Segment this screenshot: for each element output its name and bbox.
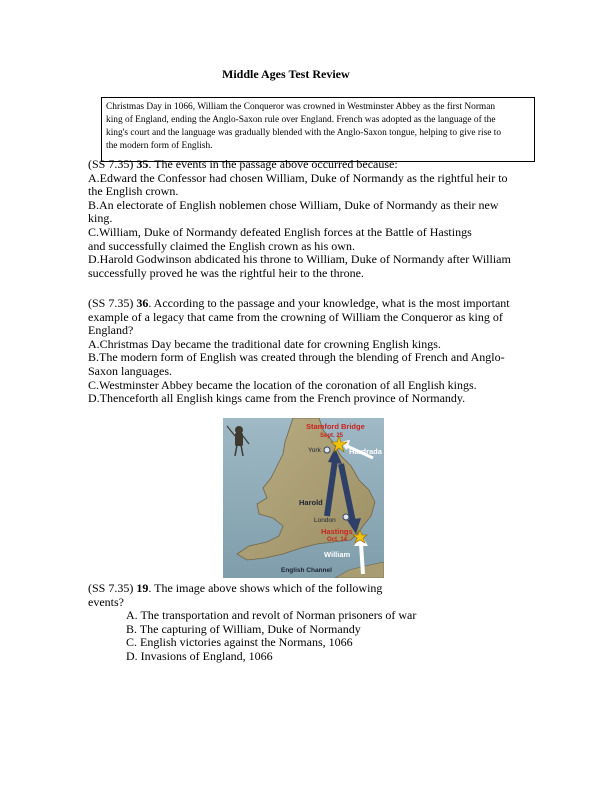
- passage-box: [101, 97, 535, 162]
- map-label-william: William: [324, 550, 351, 559]
- question-number: 35: [136, 157, 149, 171]
- answer-option: D.Harold Godwinson abdicated his throne to William, Duke of Normandy after William: [88, 252, 511, 267]
- question-text: . According to the passage and your knowledge, what is the most important: [148, 296, 510, 310]
- answer-option: C.William, Duke of Normandy defeated English forces at the Battle of Hastings: [88, 224, 472, 239]
- map-label-channel: English Channel: [281, 567, 332, 574]
- question-text: . The image above shows which of the following: [148, 581, 383, 595]
- answer-option: Saxon languages.: [88, 363, 172, 378]
- question-number: 19: [136, 581, 149, 595]
- answer-option: and successfully claimed the English crown as his own.: [88, 238, 355, 253]
- answer-option: A.Edward the Confessor had chosen William, Duke of Normandy as the rightful heir to: [88, 170, 508, 185]
- question-prefix: (SS 7.35): [88, 581, 137, 595]
- question-text: example of a legacy that came from the crowning of William the Conqueror as king of: [88, 309, 503, 324]
- question-stem: [88, 297, 528, 311]
- question-prefix: (SS 7.35): [88, 296, 137, 310]
- map-label-york: York: [308, 447, 321, 454]
- invasions-map: [223, 418, 384, 578]
- question-stem: [88, 158, 528, 172]
- answer-option: king.: [88, 211, 113, 226]
- map-image: [223, 418, 384, 578]
- answer-option: B.The modern form of English was created through the blending of French and Anglo-: [88, 350, 505, 365]
- answer-option: B.An electorate of English noblemen chose William, Duke of Normandy as their new: [88, 197, 499, 212]
- answer-option: A. The transportation and revolt of Norman prisoners of war: [126, 608, 417, 623]
- passage-line: king of England, ending the Anglo-Saxon rule over England. French was adopted as the language of the: [106, 115, 496, 125]
- question-36: [88, 297, 528, 406]
- london-marker: [343, 514, 349, 520]
- question-35: [88, 158, 528, 280]
- page-title: Middle Ages Test Review: [222, 67, 350, 81]
- question-number: 36: [136, 296, 149, 310]
- answer-option: D. Invasions of England, 1066: [126, 648, 273, 663]
- question-19: [88, 582, 488, 664]
- answer-option: C.Westminster Abbey became the location of the coronation of all English kings.: [88, 377, 477, 392]
- map-label-hardrada: Hardrada: [349, 447, 382, 456]
- answer-option: D.Thenceforth all English kings came from the French province of Normandy.: [88, 391, 466, 406]
- map-label-stamford-date: Sept. 25: [320, 433, 344, 439]
- answer-option: successfully proved he was the rightful heir to the throne.: [88, 265, 364, 280]
- map-label-stamford: Stamford Bridge: [306, 422, 365, 431]
- answer-option: B. The capturing of William, Duke of Normandy: [126, 621, 361, 636]
- question-prefix: (SS 7.35): [88, 157, 137, 171]
- answer-option: the English crown.: [88, 184, 179, 199]
- answer-option: C. English victories against the Normans, 1066: [126, 635, 353, 650]
- passage-line: Christmas Day in 1066, William the Conqueror was crowned in Westminster Abbey as the first Norman: [106, 102, 496, 112]
- york-marker: [324, 447, 330, 453]
- map-label-london: London: [314, 517, 336, 524]
- william-arrow: [361, 544, 363, 574]
- question-text: . The events in the passage above occurred because:: [148, 157, 398, 171]
- question-text: events?: [88, 594, 124, 609]
- passage-line: king's court and the language was gradually blended with the Anglo-Saxon tongue, helping to give rise to: [106, 128, 502, 138]
- map-label-harold: Harold: [299, 498, 323, 507]
- answer-option: A.Christmas Day became the traditional date for crowning English kings.: [88, 336, 441, 351]
- map-label-hastings-date: Oct. 14: [327, 537, 348, 543]
- question-text: England?: [88, 323, 134, 338]
- map-label-hastings: Hastings: [321, 527, 353, 536]
- passage-line: the modern form of English.: [106, 141, 213, 151]
- question-stem: [88, 582, 488, 596]
